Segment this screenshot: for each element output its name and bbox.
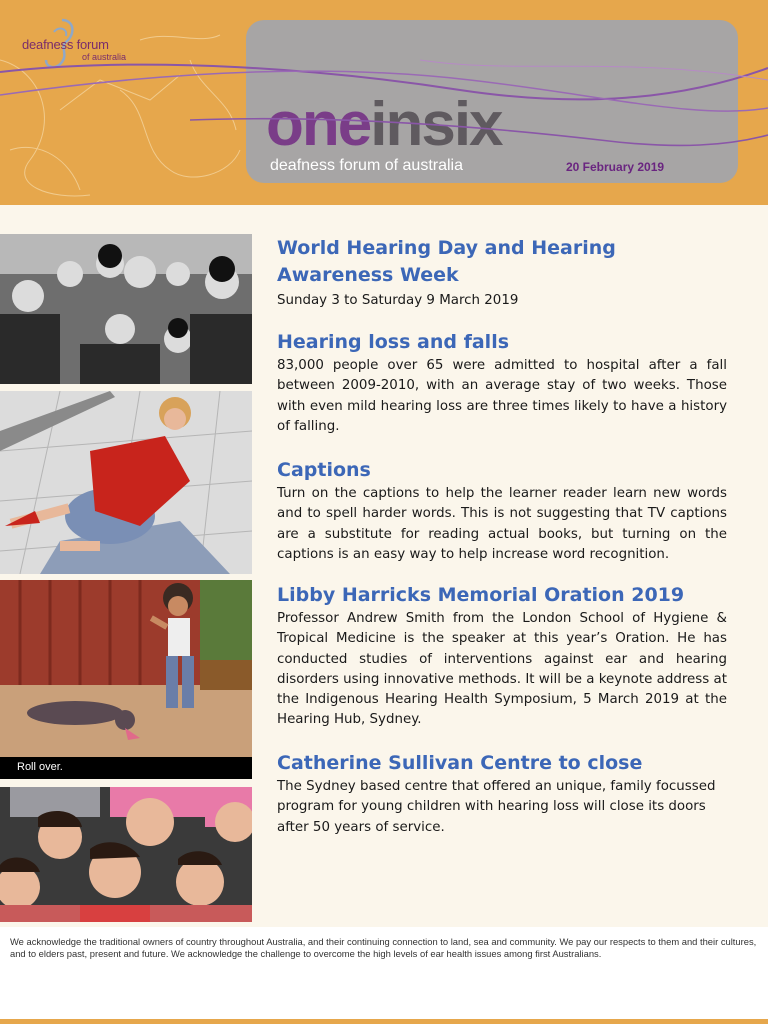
photo-children-covering-ears [0, 234, 252, 384]
article-hearing-loss-and-falls [277, 329, 727, 437]
newsletter-header [0, 0, 768, 205]
article-title: Catherine Sullivan Centre to close [277, 752, 643, 774]
bottom-rule [0, 1019, 768, 1024]
article-title: Captions [277, 459, 371, 481]
article-title: Hearing loss and falls [277, 331, 510, 353]
acknowledgement-of-country: We acknowledge the traditional owners of country throughout Australia, and their continuing connection to land, sea and community. We pay our respects to them and their cultures, and to elders past, present and future. We acknowledge the challenge to overcome the high levels of ear health issues among first Australians. [10, 936, 757, 959]
article-title: World Hearing Day and Hearing Awareness Week [277, 237, 616, 286]
article-body: Professor Andrew Smith from the London School of Hygiene & Tropical Medicine is the speaker at this year’s Oration. He has conducted studies of interventions against ear and hearing disorders using innovative methods. It will be a keynote address at the Indigenous Hearing Health Symposium, 5 March 2019 at the Hearing Hub, Sydney. [277, 611, 727, 728]
masthead-subtitle: deafness forum of australia [270, 157, 463, 174]
logo-name: deafness forum [22, 37, 109, 52]
article-world-hearing-day [277, 235, 727, 311]
newsletter-title [266, 90, 502, 159]
article-captions [277, 457, 727, 565]
photo-woman-fallen [0, 391, 252, 574]
photo-caption: Roll over. [17, 761, 63, 773]
logo-subtitle: of australia [82, 52, 127, 62]
article-title: Libby Harricks Memorial Oration 2019 [277, 584, 685, 606]
title-part-one: one [266, 90, 371, 159]
article-catherine-sullivan-centre [277, 750, 727, 838]
photo-smiling-children [0, 787, 252, 922]
title-part-two: insix [370, 90, 502, 159]
article-body: The Sydney based centre that offered an unique, family focussed program for young children with hearing loss will close its doors after 50 years of service. [277, 779, 716, 835]
issue-date: 20 February 2019 [566, 160, 665, 174]
article-body: Sunday 3 to Saturday 9 March 2019 [277, 293, 519, 308]
article-body: 83,000 people over 65 were admitted to hospital after a fall between 2009-2010, with an average stay of two weeks. Those with even mild hearing loss are three times likely to have a history of falling. [277, 358, 727, 434]
article-body: Turn on the captions to help the learner reader learn new words and to spell harder words. This is not suggesting that TV captions are a substitute for reading actual books, but turning on the captions is an easy way to help increase word recognition. [277, 486, 727, 562]
photo-animated-boy-and-dog [0, 580, 252, 757]
article-libby-harricks-oration [277, 582, 727, 731]
